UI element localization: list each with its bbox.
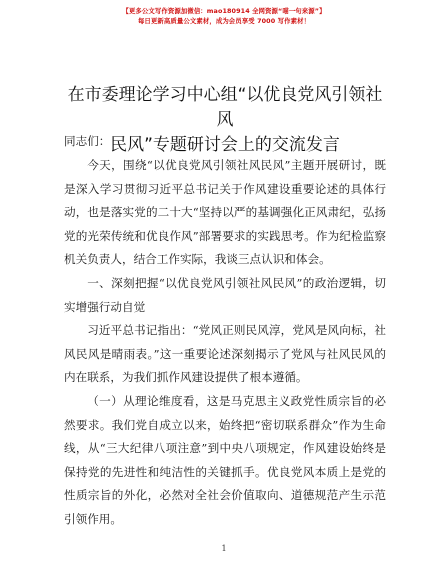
header-banner [0, 6, 448, 26]
paragraph-intro: 今天，围绕“以优良党风引领社风民风”主题开展研讨，既是深入学习贯彻习近平总书记关于作风建设重要论述的具体行动，也是落实党的二十大“坚持以严的基调强化正风肃纪，弘扬党的光荣传统和优良作风”部署要求的实践思考。作为纪检监察机关负责人，结合工作实际，我谈三点认识和体会。 [64, 158, 386, 267]
salutation: 同志们： [64, 134, 111, 148]
page-number: 1 [221, 544, 227, 553]
header-line-1: 【更多公文写作资源加微信：mao180914 全网资源“喵一句来源”】 [122, 7, 326, 15]
paragraph-theory: （一）从理论维度看，这是马克思主义政党性质宗旨的必然要求。我们党自成立以来，始终把“密切联系群众”作为生命线，从“三大纪律八项注意”到中央八项规定，作风建设始终是保持党的先进性和纯洁性的关键抓手。优良党风本质上是党的性质宗旨的外化，必然对全社会价值取向、道德规范产生示范引领作用。 [64, 393, 386, 526]
paragraph-quote: 习近平总书记指出：“党风正则民风淳，党风是风向标，社风民风是晴雨表。”这一重要论述深刻揭示了党风与社风民风的内在联系，为我们抓作风建设提供了根本遵循。 [64, 323, 386, 385]
title-line-1: 在市委理论学习中心组“以优良党风引领社风 [67, 85, 383, 130]
section-heading-1: 一、深刻把握“以优良党风引领社风民风”的政治逻辑，切实增强行动自觉 [64, 275, 386, 314]
body-paragraphs [64, 154, 386, 532]
salutation-block [64, 130, 386, 154]
header-line-2: 每日更新高质量公文素材，成为会员享受 7000 写作素材！ [137, 17, 311, 25]
title-line-2: 民风”专题研讨会上的交流发言 [110, 135, 340, 155]
